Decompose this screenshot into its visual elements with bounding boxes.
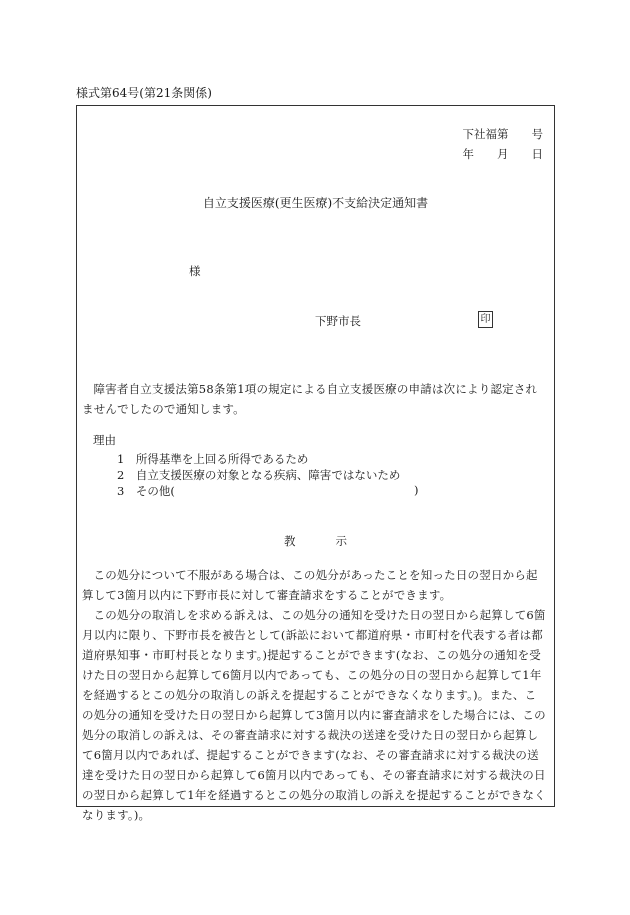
- instruction-paragraph: この処分について不服がある場合は、この処分があったことを知った日の翌日から起算して3箇月以内に下野市長に対して審査請求をすることができます。: [82, 568, 538, 602]
- reason-item: 3 その他(: [117, 484, 175, 498]
- instruction-heading-part2: 示: [335, 534, 347, 548]
- instruction-heading-part1: 教: [284, 534, 296, 548]
- reasons-heading: 理由: [93, 433, 116, 447]
- notice-body-text: 障害者自立支援法第58条第1項の規定による自立支援医療の申請は次により認定されませんでしたので通知します。: [82, 382, 538, 416]
- instruction-text: [82, 565, 546, 825]
- notice-document-frame: [76, 105, 555, 822]
- reason-item: 2 自立支援医療の対象となる疾病、障害ではないため: [117, 468, 401, 482]
- addressee-honorific: 様: [189, 264, 201, 278]
- instruction-heading: [77, 533, 554, 549]
- seal-mark: 印: [478, 311, 493, 328]
- reason-other-close-paren: ): [414, 483, 419, 497]
- document-date: 年 月 日: [462, 147, 543, 161]
- issuer-name: 下野市長: [315, 314, 361, 328]
- document-number: 下社福第 号: [462, 127, 543, 141]
- form-number: 様式第64号(第21条関係): [76, 86, 212, 100]
- reason-item: 1 所得基準を上回る所得であるため: [117, 452, 309, 466]
- instruction-paragraph: この処分の取消しを求める訴えは、この処分の通知を受けた日の翌日から起算して6箇月以内に限り、下野市長を被告として(訴訟において都道府県・市町村を代表する者は都道府県知事・市町村長となります。)提起することができます(なお、この処分の通知を受けた日の翌日から起算して6箇月以内であっても、この処分の日の翌日から起算して1年を経過するとこの処分の取消しの訴えを提起することができなくなります。)。また、この処分の通知を受けた日の翌日から起算して3箇月以内に審査請求をした場合には、この処分の取消しの訴えは、その審査請求に対する裁決の送達を受けた日の翌日から起算して6箇月以内であれば、提起することができます(なお、その審査請求に対する裁決の送達を受けた日の翌日から起算して6箇月以内であっても、その審査請求に対する裁決の日の翌日から起算して1年を経過するとこの処分の取消しの訴えを提起することができなくなります。)。: [82, 608, 546, 822]
- document-title: 自立支援医療(更生医療)不支給決定通知書: [202, 196, 429, 210]
